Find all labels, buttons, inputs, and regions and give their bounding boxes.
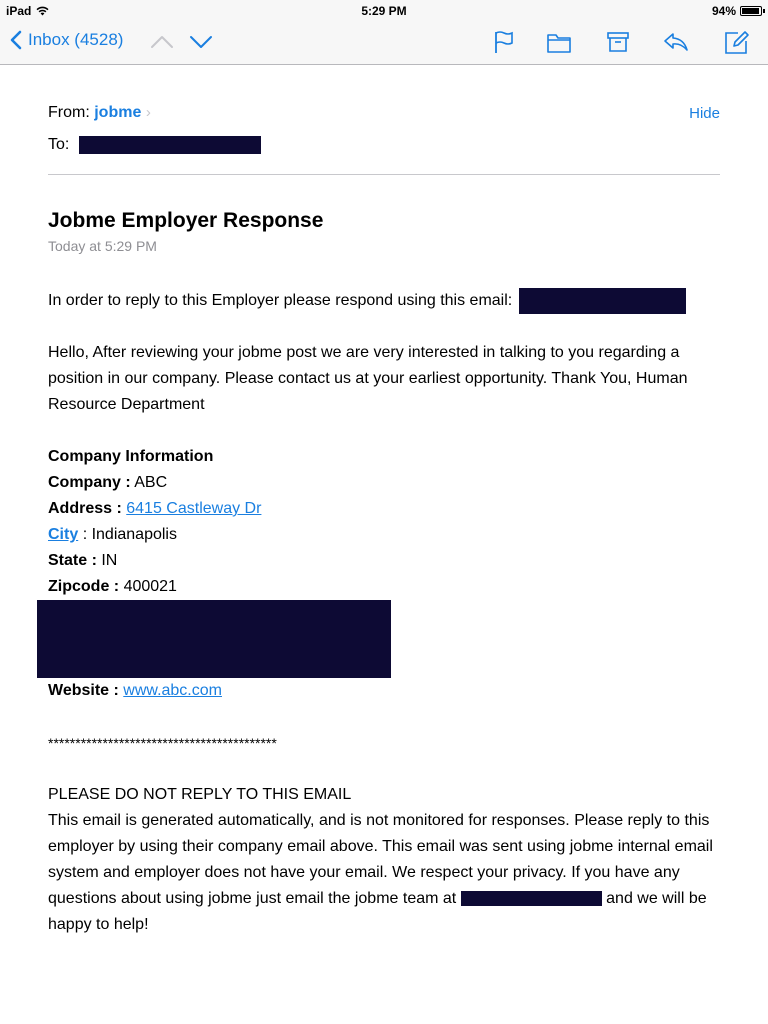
website-line <box>48 678 720 704</box>
redacted-support-email <box>461 891 602 906</box>
device-label: iPad <box>6 4 32 18</box>
battery-icon <box>740 6 762 16</box>
archive-icon[interactable] <box>604 28 632 56</box>
battery-percent: 94% <box>711 4 736 18</box>
company-info-heading: Company Information <box>48 448 214 465</box>
from-label: From: <box>48 104 90 121</box>
back-to-inbox-button[interactable] <box>10 30 123 50</box>
clock: 5:29 PM <box>361 4 407 18</box>
status-right <box>712 4 762 18</box>
redacted-recipient <box>79 136 261 154</box>
next-message-button[interactable] <box>189 32 213 52</box>
reply-instruction <box>48 288 720 314</box>
company-information <box>48 444 720 600</box>
from-line <box>48 104 151 122</box>
header-divider <box>48 174 720 175</box>
compose-icon[interactable] <box>722 28 750 56</box>
no-reply-body-text: This email is generated automatically, and is not monitored for responses. Please reply to this employer by using their company email above. This email was sent using jobme internal email system and employer does not have your email. We respect your privacy. If you have any questions about using jobme just email the jobme team at <box>48 812 713 907</box>
previous-message-button[interactable] <box>150 32 174 52</box>
reply-instruction-text: In order to reply to this Employer please respond using this email: <box>48 292 513 310</box>
state-value: IN <box>101 552 118 569</box>
reply-icon[interactable] <box>661 28 689 56</box>
address-label: Address : <box>48 500 122 517</box>
company-value: ABC <box>134 474 168 491</box>
state-label: State : <box>48 552 97 569</box>
zipcode-value: 400021 <box>123 578 177 595</box>
no-reply-heading: PLEASE DO NOT REPLY TO THIS EMAIL <box>48 786 352 803</box>
company-label: Company : <box>48 474 131 491</box>
battery-fill <box>742 8 759 14</box>
closing-text: and we will be happy to help! <box>48 890 707 933</box>
sender-name[interactable]: jobme <box>94 104 142 121</box>
folder-icon[interactable] <box>545 28 573 56</box>
zipcode-label: Zipcode : <box>48 578 120 595</box>
website-label: Website : <box>48 682 119 699</box>
greeting-paragraph: Hello, After reviewing your jobme post we are very interested in talking to you regarding a position in our company. Please contact us at your earliest opportunity. Thank You, Human Resource Department <box>48 344 688 413</box>
flag-icon[interactable] <box>490 28 518 56</box>
back-label: Inbox (4528) <box>28 30 124 49</box>
no-reply-section <box>48 782 720 938</box>
email-subject: Jobme Employer Response <box>48 209 324 232</box>
city-value: : Indianapolis <box>82 526 177 543</box>
to-label: To: <box>48 136 70 153</box>
address-link[interactable]: 6415 Castleway Dr <box>126 500 262 517</box>
status-bar <box>0 0 768 22</box>
redacted-block <box>37 600 391 678</box>
website-link[interactable]: www.abc.com <box>123 682 222 699</box>
redacted-employer-email <box>519 288 686 314</box>
hide-details-button[interactable]: Hide <box>689 105 720 122</box>
mail-toolbar <box>0 22 768 65</box>
email-date: Today at 5:29 PM <box>48 238 157 254</box>
to-line <box>48 136 261 154</box>
chevron-left-icon <box>10 30 22 50</box>
separator-line: ****************************************** <box>48 735 277 751</box>
chevron-right-icon: › <box>145 104 151 121</box>
no-reply-body <box>48 808 720 938</box>
city-link[interactable]: City <box>48 526 79 543</box>
